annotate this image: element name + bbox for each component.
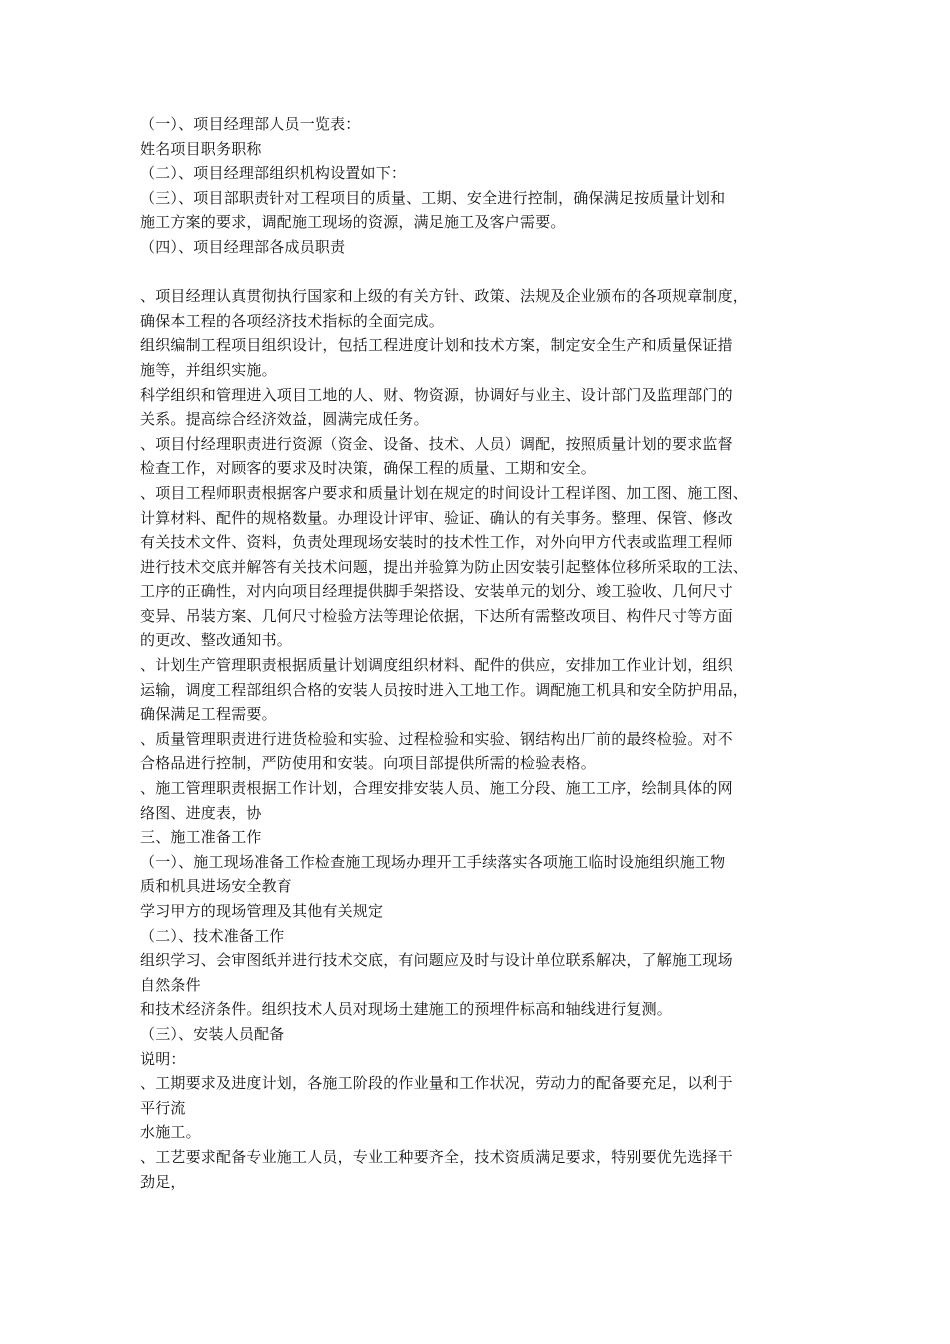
text-line: 计算材料、配件的规格数量。办理设计评审、验证、确认的有关事务。整理、保管、修改 [140,508,733,527]
document-body [140,112,830,1194]
text-line: 劲足， [140,1172,186,1191]
text-line: 、工艺要求配备专业施工人员，专业工种要齐全，技术资质满足要求，特别要优先选择干 [140,1147,733,1166]
text-line: 平行流 [140,1098,186,1117]
text-line: 、工期要求及进度计划，各施工阶段的作业量和工作状况，劳动力的配备要充足，以利于 [140,1074,733,1093]
text-line: 进行技术交底并解答有关技术问题，提出并验算为防止因安装引起整体位移所采取的工法、 [140,557,749,576]
text-line: 自然条件 [140,975,201,994]
text-line: 施工方案的要求，调配施工现场的资源，满足施工及客户需要。 [140,213,566,232]
text-line: 的更改、整改通知书。 [140,631,293,650]
text-line: 、质量管理职责进行进货检验和实验、过程检验和实验、钢结构出厂前的最终检验。对不 [140,729,733,748]
text-line: 组织编制工程项目组织设计，包括工程进度计划和技术方案，制定安全生产和质量保证措 [140,336,733,355]
text-line: 质和机具进场安全教育 [140,877,293,896]
text-line: 、施工管理职责根据工作计划，合理安排安装人员、施工分段、施工工序，绘制具体的网 [140,779,733,798]
text-line: 、计划生产管理职责根据质量计划调度组织材料、配件的供应，安排加工作业计划，组织 [140,656,733,675]
text-line: 检查工作，对顾客的要求及时决策，确保工程的质量、工期和安全。 [140,459,597,478]
text-line: 和技术经济条件。组织技术人员对现场土建施工的预埋件标高和轴线进行复测。 [140,1000,673,1019]
text-line: 关系。提高综合经济效益，圆满完成任务。 [140,410,429,429]
text-line: 科学组织和管理进入项目工地的人、财、物资源，协调好与业主、设计部门及监理部门的 [140,385,733,404]
subsection-heading: （二）、技术准备工作 [140,926,285,945]
text-line: 有关技术文件、资料，负责处理现场安装时的技术性工作，对外向甲方代表或监理工程师 [140,533,733,552]
section-heading-2: （二）、项目经理部组织机构设置如下： [140,164,407,183]
text-line: 说明： [140,1049,186,1068]
text-line: 、项目工程师职责根据客户要求和质量计划在规定的时间设计工程详图、加工图、施工图、 [140,483,749,502]
text-line: 组织学习、会审图纸并进行技术交底，有问题应及时与设计单位联系解决，了解施工现场 [140,951,733,970]
text-line: 络图、进度表，协 [140,803,262,822]
text-line: 、项目付经理职责进行资源（资金、设备、技术、人员）调配，按照质量计划的要求监督 [140,434,733,453]
text-line: 工序的正确性，对内向项目经理提供脚手架搭设、安装单元的划分、竣工验收、几何尺寸 [140,582,733,601]
text-line: 学习甲方的现场管理及其他有关规定 [140,902,384,920]
text-line: 、项目经理认真贯彻执行国家和上级的有关方针、政策、法规及企业颁布的各项规章制度， [140,287,749,306]
subsection-heading: （三）、安装人员配备 [140,1024,285,1043]
text-line: 确保满足工程需要。 [140,705,277,724]
section-heading-4: （四）、项目经理部各成员职责 [140,237,346,256]
text-line: 变异、吊装方案、几何尺寸检验方法等理论依据，下达所有需整改项目、构件尺寸等方面 [140,606,733,625]
blank-line [140,260,830,285]
text-line: 合格品进行控制，严防使用和安装。向项目部提供所需的检验表格。 [140,754,597,773]
text-line: （三）、项目部职责针对工程项目的质量、工期、安全进行控制，确保满足按质量计划和 [140,188,726,207]
text-line: 施等，并组织实施。 [140,360,277,379]
text-line: 运输，调度工程部组织合格的安装人员按时进入工地工作。调配施工机具和安全防护用品， [140,680,749,699]
section-heading-3: 三、施工准备工作 [140,828,262,847]
text-line: （一）、施工现场准备工作检查施工现场办理开工手续落实各项施工临时设施组织施工物 [140,852,726,871]
table-header-text: 姓名项目职务职称 [140,139,262,158]
text-line: 确保本工程的各项经济技术指标的全面完成。 [140,311,445,330]
section-heading-1: （一）、项目经理部人员一览表： [140,115,361,133]
text-line: 水施工。 [140,1123,201,1142]
